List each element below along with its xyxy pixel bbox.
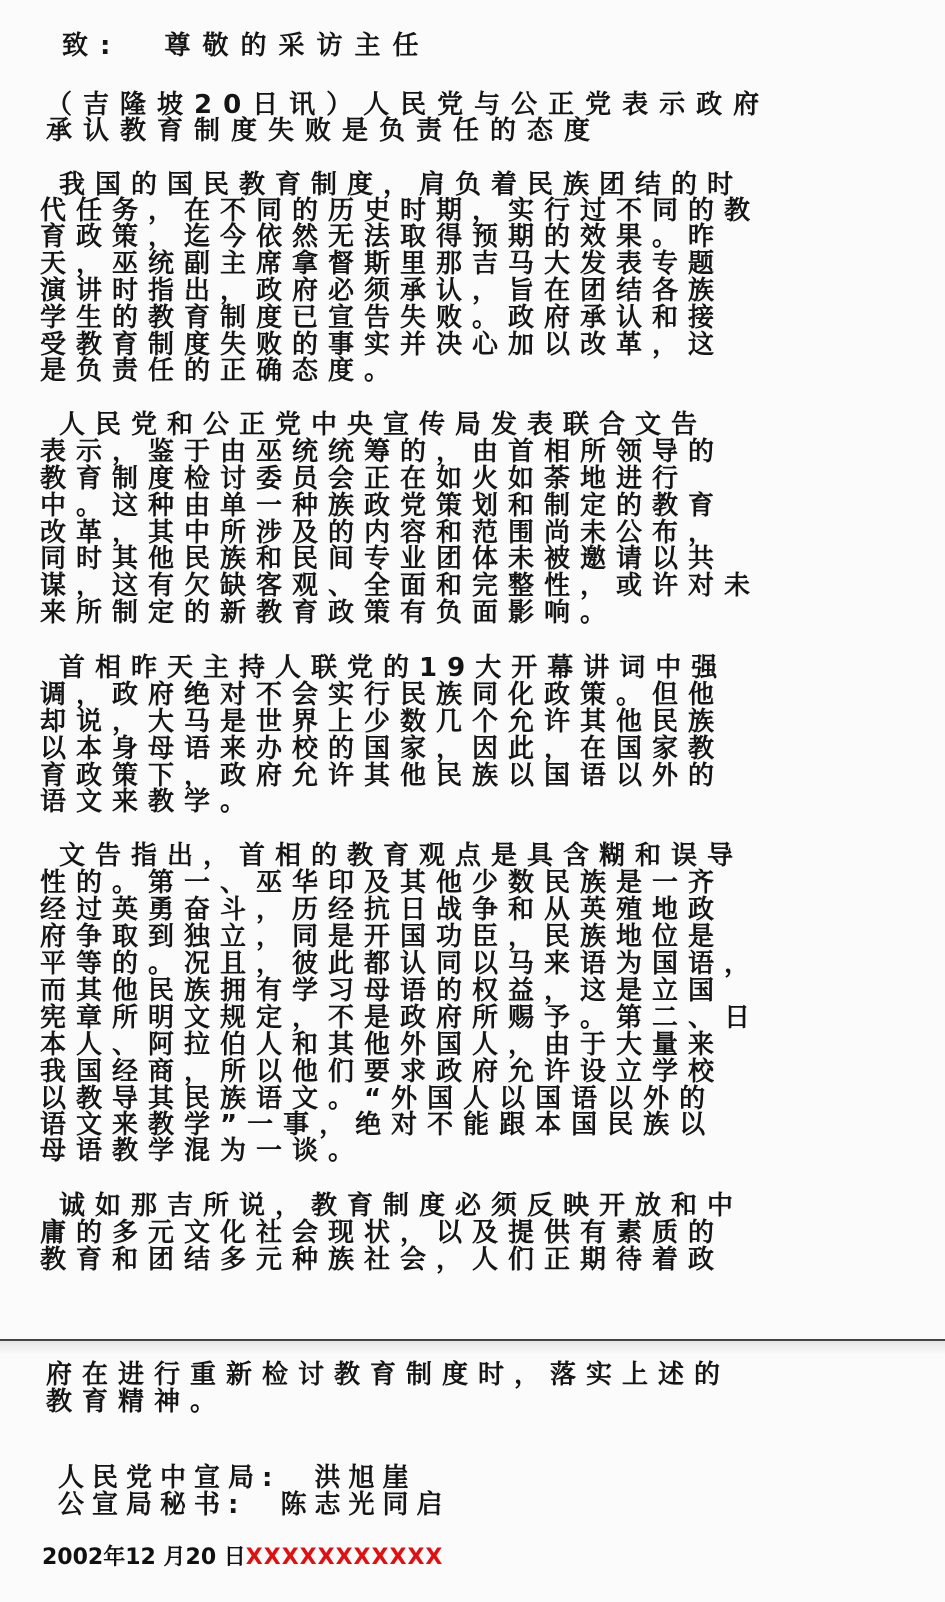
paragraph-2-line: 来所制定的新教育政策有负面影响。	[40, 598, 617, 628]
paragraph-1-line: 受教育制度失败的事实并决心加以改革，这	[40, 330, 725, 360]
paragraph-4-line: 经过英勇奋斗，历经抗日战争和从英殖地政	[40, 895, 725, 925]
paragraph-2-line: 谋，这有欠缺客观、全面和完整性，或许对未	[40, 571, 761, 601]
paragraph-1-line: 是负责任的正确态度。	[40, 356, 401, 386]
paragraph-4-line: 宪章所明文规定，不是政府所赐予。第二、日	[40, 1003, 761, 1033]
paragraph-5-line: 诚如那吉所说，教育制度必须反映开放和中	[40, 1191, 744, 1221]
paragraph-4-line: 以教导其民族语文。“外国人以国语以外的	[40, 1084, 716, 1114]
paragraph-3-line: 以本身母语来办校的国家，因此，在国家教	[40, 734, 725, 764]
signature-line-2: 公宣局秘书: 陈志光同启	[58, 1490, 451, 1520]
redacted-contact: XXXXXXXXXXX	[245, 1545, 444, 1570]
headline-line-2: 承认教育制度失败是负责任的态度	[46, 116, 602, 146]
page-break-shadow	[0, 1341, 945, 1355]
paragraph-4-line: 语文来教学”一事，绝对不能跟本国民族以	[40, 1110, 716, 1140]
signature-line-1: 人民党中宣局: 洪旭崖	[58, 1463, 417, 1493]
paragraph-4-line: 文告指出，首相的教育观点是具含糊和误导	[40, 841, 744, 871]
salutation: 致: 尊敬的采访主任	[62, 31, 431, 61]
paragraph-1-line: 代任务，在不同的历史时期，实行过不同的教	[40, 196, 761, 226]
paragraph-4-line: 母语教学混为一谈。	[40, 1136, 365, 1166]
paragraph-1-line: 学生的教育制度已宣告失败。政府承认和接	[40, 303, 725, 333]
paragraph-1-line: 育政策，迄今依然无法取得预期的效果。昨	[40, 222, 725, 252]
paragraph-2-line: 教育制度检讨委员会正在如火如荼地进行	[40, 464, 689, 494]
date: 2002年12 月20 日	[42, 1545, 246, 1570]
paragraph-4-line: 我国经商，所以他们要求政府允许设立学校	[40, 1057, 725, 1087]
paragraph-2-line: 同时其他民族和民间专业团体未被邀请以共	[40, 544, 725, 574]
paragraph-2-line: 中。这种由单一种族政党策划和制定的教育	[40, 491, 725, 521]
paragraph-1-line: 演讲时指出，政府必须承认，旨在团结各族	[40, 276, 725, 306]
paragraph-3-line: 语文来教学。	[40, 787, 257, 817]
paragraph-6-line: 教育精神。	[46, 1387, 227, 1417]
paragraph-5-line: 教育和团结多元种族社会，人们正期待着政	[40, 1245, 725, 1275]
paragraph-3-line: 调，政府绝对不会实行民族同化政策。但他	[40, 680, 725, 710]
paragraph-4-line: 性的。第一、巫华印及其他少数民族是一齐	[40, 868, 725, 898]
paragraph-4-line: 府争取到独立，同是开国功臣，民族地位是	[40, 922, 725, 952]
paragraph-5-line: 庸的多元文化社会现状，以及提供有素质的	[40, 1218, 725, 1248]
paragraph-2-line: 表示，鉴于由巫统统筹的，由首相所领导的	[40, 437, 725, 467]
paragraph-3-line: 首相昨天主持人联党的19大开幕讲词中强	[40, 653, 728, 683]
paragraph-2-line: 改革，其中所涉及的内容和范围尚未公布，	[40, 518, 725, 548]
paragraph-1-line: 我国的国民教育制度，肩负着民族团结的时	[40, 170, 744, 200]
paragraph-4-line: 平等的。况且，彼此都认同以马来语为国语，	[40, 949, 761, 979]
headline-line-1: （吉隆坡20日讯）人民党与公正党表示政府	[46, 90, 771, 120]
paragraph-6-line: 府在进行重新检讨教育制度时，落实上述的	[46, 1360, 731, 1390]
paragraph-2-line: 人民党和公正党中央宣传局发表联合文告	[40, 410, 708, 440]
paragraph-4-line: 本人、阿拉伯人和其他外国人，由于大量来	[40, 1030, 725, 1060]
paragraph-3-line: 却说，大马是世界上少数几个允许其他民族	[40, 707, 725, 737]
paragraph-1-line: 天，巫统副主席拿督斯里那吉马大发表专题	[40, 249, 725, 279]
paragraph-3-line: 育政策下，政府允许其他民族以国语以外的	[40, 761, 725, 791]
paragraph-4-line: 而其他民族拥有学习母语的权益，这是立国	[40, 976, 725, 1006]
date-line	[42, 1546, 443, 1570]
